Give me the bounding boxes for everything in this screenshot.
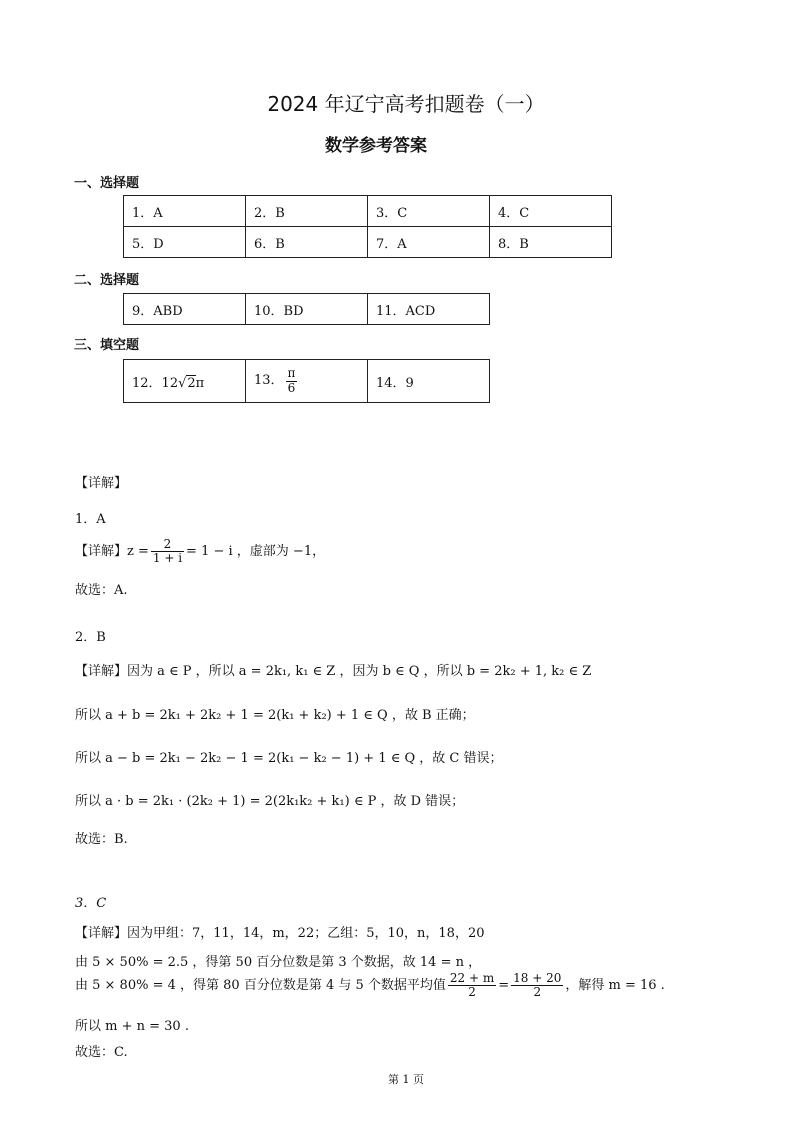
answer-table-fill [123,359,490,403]
answer-table-multi [123,293,490,325]
denominator: 2 [468,985,476,1000]
q1-result: = 1 − i ，虚部为 −1， [186,544,326,560]
fraction [448,972,496,999]
fraction [151,538,184,565]
q3-result: ，解得 m = 16 . [565,978,665,994]
table-row [124,227,612,258]
section-heading-multi: 二、选择题 [74,273,140,288]
table-row [124,360,490,403]
table-row [124,196,612,227]
q2-conclusion: 故选：B. [75,832,128,847]
detail-heading: 【详解】 [75,476,128,491]
q2-line2: 所以 a + b = 2k₁ + 2k₂ + 1 = 2(k₁ + k₂) + 1 ∈ Q ，故 B 正确； [75,708,475,723]
answer-cell: 1．A [124,196,246,227]
q2-heading: 2．B [75,630,106,645]
denominator: 2 [533,985,542,1000]
numerator: 18 + 20 [513,971,562,985]
answer-cell: 2．B [246,196,368,227]
sqrt-value: 2 [187,375,196,391]
answer-cell: 7．A [368,227,490,258]
answer-cell: 9．ABD [124,294,246,325]
q3-conclusion: 故选：C. [75,1045,128,1060]
page-subtitle: 数学参考答案 [325,136,427,156]
answer-suffix: π [195,375,205,391]
q2-line4: 所以 a · b = 2k₁ · (2k₂ + 1) = 2(2k₁k₂ + k₁) ∈ P ，故 D 错误； [75,794,465,809]
denominator: 1 + i [152,551,183,566]
fraction [286,367,298,394]
q2-line1: 【详解】因为 a ∈ P ，所以 a = 2k₁, k₁ ∈ Z ，因为 b ∈ Q ，所以 b = 2k₂ + 1, k₂ ∈ Z [75,664,592,679]
q3-heading: 3．C [75,896,107,911]
fraction [511,972,563,999]
q3-line1: 【详解】因为甲组：7，11，14，m，22；乙组：5，10，n，18，20 [75,926,485,941]
answer-cell: 10．BD [246,294,368,325]
answer-cell: 5．D [124,227,246,258]
section-heading-choice: 一、选择题 [74,176,140,191]
q1-line1 [75,538,325,565]
page-number: 第 1 页 [388,1073,424,1086]
numerator: 2 [151,538,184,552]
q2-line3: 所以 a − b = 2k₁ − 2k₂ − 1 = 2(k₁ − k₂ − 1) + 1 ∈ Q ，故 C 错误； [75,751,503,766]
answer-cell [246,360,368,403]
q3-line2: 由 5 × 50% = 2.5 ，得第 50 百分位数是第 3 个数据，故 14 = n ， [75,955,482,970]
answer-cell: 3．C [368,196,490,227]
answer-cell: 6．B [246,227,368,258]
q1-heading: 1．A [75,512,106,527]
answer-prefix: 12．12 [132,375,179,391]
numerator: 22 + m [449,971,495,985]
answer-cell: 8．B [490,227,612,258]
table-row [124,294,490,325]
q1-expr: z = [127,544,149,560]
q3-line3 [75,972,665,999]
q1-conclusion: 故选：A. [75,583,128,598]
numerator: π [287,366,296,381]
answer-cell: 14．9 [368,360,490,403]
denominator: 6 [287,380,296,395]
equals-sign: = [498,978,510,994]
answer-cell: 4．C [490,196,612,227]
section-heading-fill: 三、填空题 [74,338,140,353]
answer-table-choice [123,195,612,258]
answer-prefix: 13． [254,373,284,389]
sqrt-sign: √ [178,375,187,391]
page-title: 2024 年辽宁高考扣题卷（一） [267,92,545,116]
q1-label: 【详解】 [75,544,128,560]
q3-line4: 所以 m + n = 30 . [75,1019,189,1034]
answer-cell [124,360,246,403]
q3-text: 由 5 × 80% = 4 ，得第 80 百分位数是第 4 与 5 个数据平均值 [75,978,446,994]
answer-cell: 11．ACD [368,294,490,325]
